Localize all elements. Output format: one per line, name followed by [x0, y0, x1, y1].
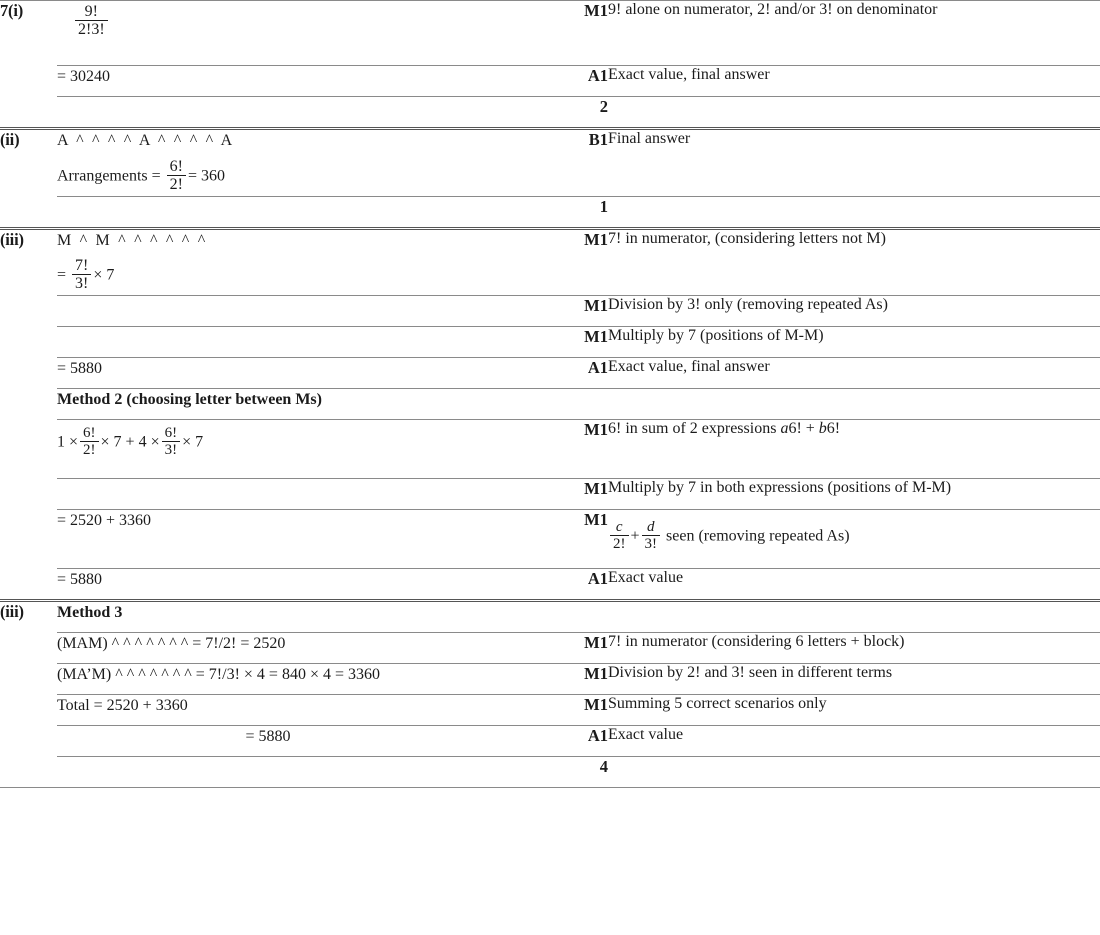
note-text: Exact value, final answer	[608, 66, 770, 83]
table-row	[0, 1, 1100, 66]
note-cell	[608, 695, 1100, 726]
note-text: Exact value	[608, 726, 684, 744]
working-cell	[57, 229, 539, 296]
table-row	[0, 569, 1100, 601]
question-label-cell	[0, 1, 57, 129]
fraction	[75, 3, 108, 39]
table-row	[0, 633, 1100, 664]
mark-cell	[539, 1, 608, 66]
fraction-denominator: 2!	[83, 442, 96, 459]
working-cell	[57, 197, 539, 229]
table-row	[0, 129, 1100, 197]
plus-sign: +	[630, 527, 640, 545]
fraction-denominator: 2!	[613, 536, 626, 553]
note-cell	[608, 389, 1100, 420]
working-text: = 2520 + 3360	[57, 512, 152, 530]
mark-cell	[539, 296, 608, 327]
working-cell	[57, 695, 539, 726]
table-row	[0, 420, 1100, 479]
m2-term-a: 1 ×	[57, 433, 79, 451]
mark-cell	[539, 510, 608, 569]
table-row	[0, 510, 1100, 569]
note-cell	[608, 479, 1100, 510]
arrangements-equation	[57, 157, 539, 197]
note-text: 6! in sum of 2 expressions a6! + b6!	[608, 420, 841, 438]
note-cell	[608, 129, 1100, 197]
note-cell	[608, 601, 1100, 633]
mark-value: 2	[599, 97, 608, 116]
table-row	[0, 229, 1100, 296]
question-label-cell	[0, 229, 57, 601]
fraction-denominator: 3!	[644, 536, 658, 553]
note-text: Summing 5 correct scenarios only	[608, 695, 827, 713]
note-cell	[608, 229, 1100, 296]
mark-cell	[539, 358, 608, 389]
fraction-denominator: 3!	[164, 442, 178, 459]
table-row	[0, 358, 1100, 389]
question-label: (iii)	[0, 602, 24, 622]
mark-value: M1	[584, 664, 608, 684]
mark-cell	[539, 97, 608, 129]
fraction-numerator: 6!	[167, 158, 186, 176]
working-expression	[57, 1, 539, 42]
note-text: Exact value, final answer	[608, 358, 770, 376]
fraction-numerator: c	[610, 519, 629, 536]
mark-value: B1	[588, 130, 608, 149]
m2-term-b: × 7 + 4 ×	[100, 433, 160, 451]
table-row	[0, 97, 1100, 129]
method-heading: Method 3	[57, 604, 123, 622]
mark-value: 1	[599, 197, 608, 217]
table-row	[0, 66, 1100, 97]
note-text: seen (removing repeated As)	[666, 527, 850, 545]
mark-value: M1	[584, 296, 608, 316]
arrangements-label: Arrangements =	[57, 167, 161, 185]
note-cell	[608, 1, 1100, 66]
mark-cell	[539, 757, 608, 788]
mark-cell	[539, 569, 608, 601]
working-cell	[57, 569, 539, 601]
mm-pattern: M ^ M ^ ^ ^ ^ ^ ^	[57, 232, 208, 250]
working-text: Total = 2520 + 3360	[57, 697, 188, 715]
working-text: (MA’M) ^ ^ ^ ^ ^ ^ ^ = 7!/3! × 4 = 840 × 4 = 3360	[57, 666, 380, 684]
mark-value: 4	[599, 757, 608, 777]
fraction-numerator: 6!	[162, 425, 181, 442]
working-cell	[57, 97, 539, 129]
table-row	[0, 664, 1100, 695]
question-label-cell	[0, 129, 57, 229]
working-cell	[57, 129, 539, 197]
note-cell	[608, 420, 1100, 479]
working-cell	[57, 420, 539, 479]
note-cell	[608, 327, 1100, 358]
working-cell	[57, 1, 539, 66]
table-row	[0, 479, 1100, 510]
working-text: = 5880	[57, 360, 103, 378]
mark-cell	[539, 695, 608, 726]
working-cell	[57, 726, 539, 757]
mark-cell	[539, 66, 608, 97]
mm-equation	[57, 256, 539, 296]
note-cell	[608, 757, 1100, 788]
mark-cell	[539, 229, 608, 296]
working-text: = 5880	[245, 728, 291, 746]
mark-cell	[539, 327, 608, 358]
note-text: Multiply by 7 (positions of M-M)	[608, 327, 824, 345]
arrangement-pattern: A ^ ^ ^ ^ A ^ ^ ^ ^ A	[57, 132, 235, 149]
fraction	[167, 158, 186, 194]
mark-value: M1	[584, 510, 608, 530]
note-cell	[608, 358, 1100, 389]
note-text: Exact value	[608, 569, 684, 587]
mark-cell	[539, 197, 608, 229]
mark-value: M1	[584, 1, 608, 20]
note-cell	[608, 633, 1100, 664]
working-cell	[57, 601, 539, 633]
table-row	[0, 601, 1100, 633]
mark-value: A1	[587, 66, 608, 85]
method-heading: Method 2 (choosing letter between Ms)	[57, 391, 322, 409]
fraction	[162, 425, 181, 458]
m2-term-c: × 7	[182, 433, 204, 451]
working-cell	[57, 327, 539, 358]
fraction	[80, 425, 99, 458]
working-cell	[57, 389, 539, 420]
note-cell	[608, 296, 1100, 327]
question-label: (ii)	[0, 130, 20, 149]
working-cell	[57, 479, 539, 510]
fraction-denominator: 2!3!	[78, 21, 105, 39]
working-cell	[57, 66, 539, 97]
working-text: (MAM) ^ ^ ^ ^ ^ ^ ^ = 7!/2! = 2520	[57, 635, 286, 653]
working-cell	[57, 664, 539, 695]
note-cell	[608, 510, 1100, 569]
note-text: 7! in numerator (considering 6 letters + block)	[608, 633, 905, 651]
working-cell	[57, 296, 539, 327]
method2-expression	[57, 420, 539, 461]
question-label: 7(i)	[0, 1, 24, 20]
table-row	[0, 296, 1100, 327]
coef-a: a	[780, 420, 789, 438]
table-row	[0, 757, 1100, 788]
working-cell	[57, 358, 539, 389]
mark-value: M1	[584, 695, 608, 715]
mm-multiplier: × 7	[93, 266, 115, 284]
mark-cell	[539, 633, 608, 664]
mark-cell	[539, 129, 608, 197]
note-cell	[608, 664, 1100, 695]
fraction-numerator: 6!	[80, 425, 99, 442]
note-text: Final answer	[608, 130, 691, 147]
note-text: Division by 3! only (removing repeated As)	[608, 296, 888, 314]
mark-value: A1	[587, 569, 608, 589]
table-row	[0, 726, 1100, 757]
note-cell	[608, 66, 1100, 97]
equals-sign: =	[57, 266, 67, 284]
question-label-cell	[0, 601, 57, 788]
fraction-denominator: 2!	[169, 175, 183, 193]
fraction-numerator: 7!	[72, 257, 91, 275]
table-row	[0, 695, 1100, 726]
note-cell	[608, 569, 1100, 601]
mark-cell	[539, 389, 608, 420]
mark-value: A1	[587, 358, 608, 378]
mark-cell	[539, 420, 608, 479]
mark-value: M1	[584, 633, 608, 653]
mark-value: A1	[587, 726, 608, 746]
mark-value: M1	[584, 479, 608, 499]
working-cell	[57, 757, 539, 788]
note-text: 7! in numerator, (considering letters not M)	[608, 230, 886, 248]
fraction	[610, 519, 629, 552]
note-cell	[608, 197, 1100, 229]
fraction	[72, 257, 91, 293]
note-text: Multiply by 7 in both expressions (positions of M-M)	[608, 479, 952, 497]
fraction	[642, 519, 661, 552]
fraction-numerator: 9!	[75, 3, 108, 21]
arrangements-result: = 360	[187, 167, 226, 185]
note-text: 9! alone on numerator, 2! and/or 3! on denominator	[608, 1, 938, 18]
working-cell	[57, 510, 539, 569]
question-label: (iii)	[0, 230, 24, 250]
working-text: = 5880	[57, 571, 103, 589]
note-cell	[608, 97, 1100, 129]
table-row	[0, 389, 1100, 420]
mark-value: M1	[584, 420, 608, 440]
mark-value: M1	[584, 327, 608, 347]
note-expression	[608, 510, 1100, 555]
working-text: = 30240	[57, 68, 111, 85]
mark-cell	[539, 664, 608, 695]
note-cell	[608, 726, 1100, 757]
fraction-numerator: d	[642, 519, 661, 536]
mark-cell	[539, 601, 608, 633]
note-text: Division by 2! and 3! seen in different terms	[608, 664, 893, 682]
mark-value: M1	[584, 230, 608, 250]
working-cell	[57, 633, 539, 664]
mark-cell	[539, 479, 608, 510]
coef-b: b	[818, 420, 827, 438]
fraction-denominator: 3!	[75, 274, 89, 292]
table-row	[0, 327, 1100, 358]
mark-cell	[539, 726, 608, 757]
table-row	[0, 197, 1100, 229]
